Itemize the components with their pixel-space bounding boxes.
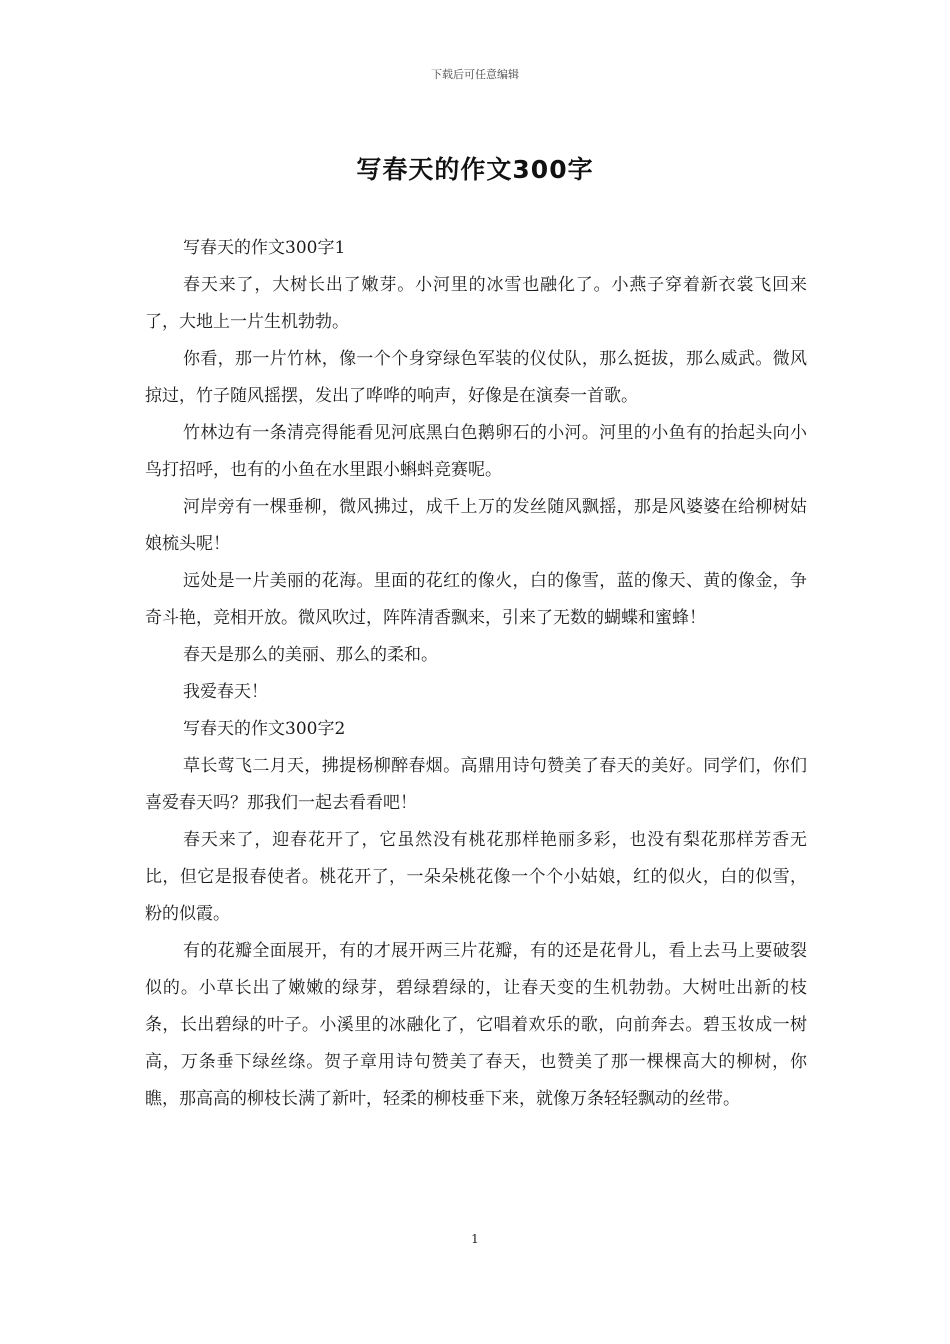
document-body xyxy=(145,230,807,1118)
paragraph: 春天是那么的美丽、那么的柔和。 xyxy=(183,645,438,665)
paragraph: 我爱春天！ xyxy=(183,682,268,702)
paragraph: 写春天的作文300字1 xyxy=(183,238,346,258)
page-number: 1 xyxy=(471,1232,479,1246)
paragraph: 你看，那一片竹林，像一个个身穿绿色军装的仪仗队，那么挺拔，那么威武。微风掠过，竹子随风摇摆，发出了哗哗的响声，好像是在演奏一首歌。 xyxy=(145,349,807,406)
paragraph: 草长莺飞二月天，拂提杨柳醉春烟。高鼎用诗句赞美了春天的美好。同学们，你们喜爱春天吗？那我们一起去看看吧！ xyxy=(145,756,807,813)
paragraph: 竹林边有一条清亮得能看见河底黑白色鹅卵石的小河。河里的小鱼有的抬起头向小鸟打招呼，也有的小鱼在水里跟小蝌蚪竞赛呢。 xyxy=(145,423,807,480)
paragraph: 有的花瓣全面展开，有的才展开两三片花瓣，有的还是花骨儿，看上去马上要破裂似的。小草长出了嫩嫩的绿芽，碧绿碧绿的，让春天变的生机勃勃。大树吐出新的枝条，长出碧绿的叶子。小溪里的冰融化了，它唱着欢乐的歌，向前奔去。碧玉妆成一树高，万条垂下绿丝绦。贺子章用诗句赞美了春天，也赞美了那一棵棵高大的柳树，你瞧，那高高的柳枝长满了新叶，轻柔的柳枝垂下来，就像万条轻轻飘动的丝带。 xyxy=(145,941,807,1109)
paragraph: 春天来了，迎春花开了，它虽然没有桃花那样艳丽多彩，也没有梨花那样芳香无比，但它是报春使者。桃花开了，一朵朵桃花像一个个小姑娘，红的似火，白的似雪，粉的似霞。 xyxy=(145,830,807,924)
paragraph: 远处是一片美丽的花海。里面的花红的像火，白的像雪，蓝的像天、黄的像金，争奇斗艳，竞相开放。微风吹过，阵阵清香飘来，引来了无数的蝴蝶和蜜蜂！ xyxy=(145,571,807,628)
page-header: 下载后可任意编辑 xyxy=(431,68,519,81)
paragraph: 春天来了，大树长出了嫩芽。小河里的冰雪也融化了。小燕子穿着新衣裳飞回来了，大地上一片生机勃勃。 xyxy=(145,275,807,332)
document-title: 写春天的作文300字 xyxy=(356,155,594,184)
paragraph: 写春天的作文300字2 xyxy=(183,719,346,739)
paragraph: 河岸旁有一棵垂柳，微风拂过，成千上万的发丝随风飘摇，那是风婆婆在给柳树姑娘梳头呢！ xyxy=(145,497,807,554)
